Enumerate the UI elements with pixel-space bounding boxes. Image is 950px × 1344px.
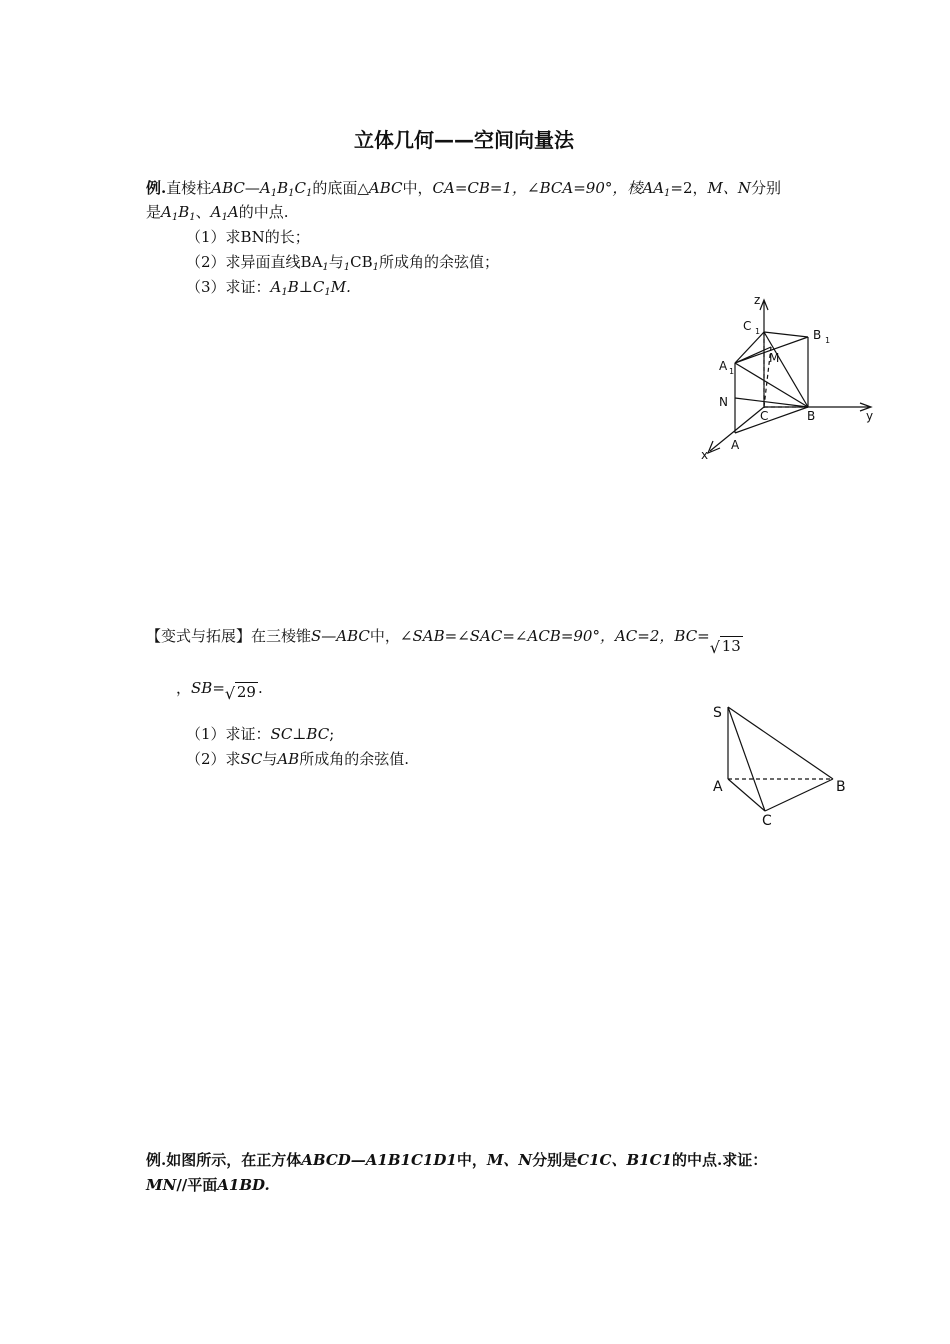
sqrt-29: √ 29 <box>224 683 256 703</box>
segment-A1-M <box>735 347 771 363</box>
label-S: S <box>713 705 722 721</box>
variation-question1: （1）求证：SC⊥BC; <box>186 725 335 743</box>
label-A1-sub: 1 <box>729 367 735 376</box>
label-y: y <box>866 409 874 423</box>
label-B1: B <box>813 328 822 342</box>
label-B: B <box>807 409 816 423</box>
example1-line1: 例.直棱柱$ABC—A_1B_1C_1$的底面△ABC中，CA=CB=1，∠BCA=90°，棱$AA_1=2$，M、N分别 <box>146 179 782 199</box>
variation-line2: ，SB= √ 29 . <box>176 679 263 703</box>
example1-question1: （1）求BN的长； <box>186 228 310 246</box>
label-A: A <box>731 438 740 452</box>
edge-S-B <box>728 707 833 779</box>
tetrahedron-figure <box>705 698 855 833</box>
label-M: M <box>769 351 780 365</box>
example1-question2: （2）求异面直线$BA_1$与$_1CB_1$所成角的余弦值； <box>186 253 500 273</box>
label-x: x <box>701 448 709 462</box>
example3-line2: MN//平面A1BD. <box>146 1176 270 1194</box>
label-z: z <box>754 293 761 307</box>
edge-C1-B1 <box>764 332 808 337</box>
example1-question3: （3）求证：$A_1B\perp C_1M$. <box>186 278 351 298</box>
variation-question2: （2）求SC与AB所成角的余弦值. <box>186 750 409 768</box>
example-label: 例. <box>146 1151 167 1169</box>
prism-figure <box>695 290 885 465</box>
edge-A-B <box>735 407 808 433</box>
edge-A1-B <box>735 363 808 407</box>
label-C: C <box>760 409 769 423</box>
edge-C1-B <box>764 332 808 407</box>
label-C1: C <box>743 319 752 333</box>
example3-line1: 例.如图所示，在正方体ABCD—A1B1C1D1中，M、N分别是C1C、B1C1的中点.求证： <box>146 1151 768 1169</box>
edge-C-B <box>765 779 833 811</box>
variation-line1: 【变式与拓展】在三棱锥S—ABC中，∠SAB=∠SAC=∠ACB=90°，AC=2，BC= √ 13 <box>146 627 741 657</box>
example-label: 例. <box>146 179 167 197</box>
label-B1-sub: 1 <box>825 336 831 345</box>
label-B: B <box>836 779 846 795</box>
segment-N-B <box>735 398 808 407</box>
sqrt-13: √ 13 <box>709 637 741 657</box>
label-A: A <box>713 779 723 795</box>
label-C: C <box>762 813 772 829</box>
label-C1-sub: 1 <box>755 327 761 336</box>
page-title: 立体几何——空间向量法 <box>354 128 574 152</box>
example1-line2: 是$A_1B_1$、$A_1A$的中点. <box>146 203 289 223</box>
label-A1: A <box>719 359 728 373</box>
label-N: N <box>719 395 728 409</box>
